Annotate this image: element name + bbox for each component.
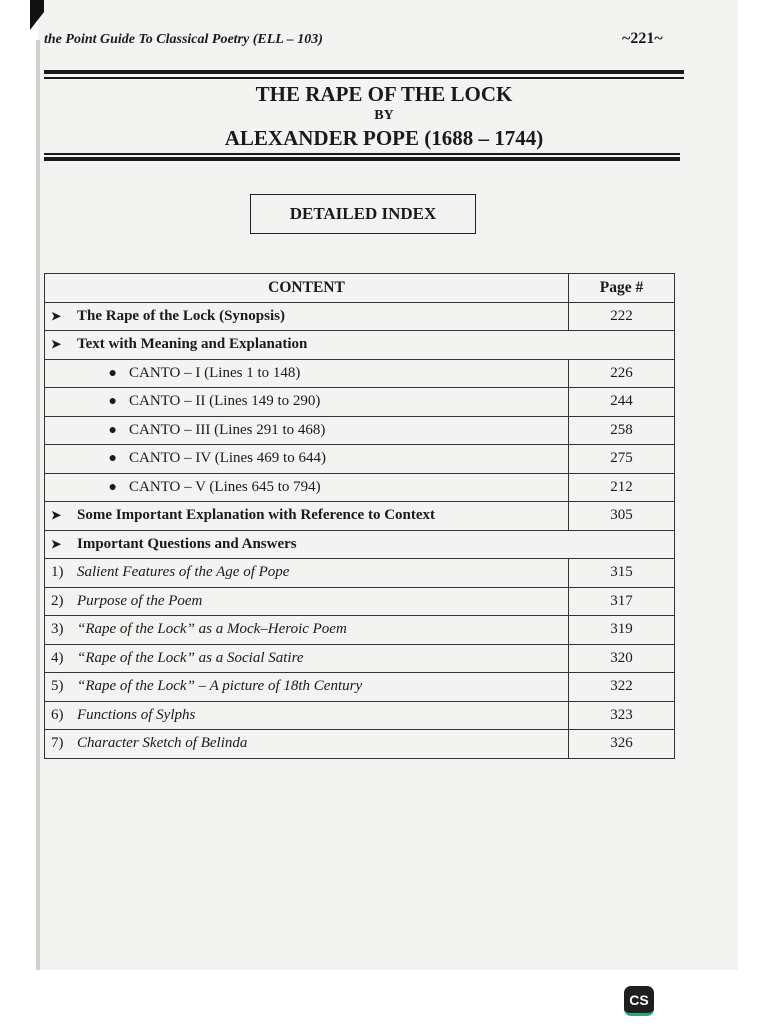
row-page-number: 222	[569, 302, 675, 331]
row-content	[45, 416, 569, 445]
row-content	[45, 644, 569, 673]
table-row	[45, 701, 675, 730]
row-content	[45, 616, 569, 645]
table-row	[45, 445, 675, 474]
row-label: Character Sketch of Belinda	[77, 735, 248, 752]
table-row	[45, 530, 675, 559]
page-edge-shadow	[36, 40, 40, 970]
item-number: 6)	[51, 706, 64, 723]
row-label: CANTO – II (Lines 149 to 290)	[129, 393, 321, 410]
item-number: 1)	[51, 564, 64, 581]
item-number: 3)	[51, 621, 64, 638]
table-row	[45, 331, 675, 360]
row-content	[45, 388, 569, 417]
item-number: 7)	[51, 735, 64, 752]
title-rule-thin	[44, 153, 680, 155]
table-row	[45, 616, 675, 645]
content-header: CONTENT	[45, 274, 569, 303]
table-row	[45, 473, 675, 502]
arrow-icon: ➤	[51, 508, 62, 523]
row-page-number: 212	[569, 473, 675, 502]
row-page-number: 320	[569, 644, 675, 673]
row-label: Some Important Explanation with Reference to Context	[77, 507, 436, 524]
table-row	[45, 730, 675, 759]
row-content	[45, 445, 569, 474]
arrow-icon: ➤	[51, 337, 62, 352]
table-row	[45, 587, 675, 616]
item-number: 2)	[51, 592, 64, 609]
row-page-number: 258	[569, 416, 675, 445]
row-label: Purpose of the Poem	[77, 592, 203, 609]
row-page-number: 326	[569, 730, 675, 759]
row-page-number: 315	[569, 559, 675, 588]
detailed-index-box: DETAILED INDEX	[250, 194, 476, 234]
row-label: Salient Features of the Age of Pope	[77, 564, 290, 581]
item-number: 4)	[51, 649, 64, 666]
row-label: CANTO – IV (Lines 469 to 644)	[129, 450, 326, 467]
table-row	[45, 416, 675, 445]
table-row	[45, 644, 675, 673]
page-number: ~221~	[622, 30, 663, 47]
table-row	[45, 359, 675, 388]
row-label: CANTO – V (Lines 645 to 794)	[129, 478, 321, 495]
item-number: 5)	[51, 678, 64, 695]
row-content	[45, 559, 569, 588]
row-content	[45, 331, 675, 360]
page-header: Page #	[569, 274, 675, 303]
row-content	[45, 730, 569, 759]
arrow-icon: ➤	[51, 536, 62, 551]
book-title: THE RAPE OF THE LOCK	[255, 82, 513, 106]
row-content	[45, 302, 569, 331]
row-label: “Rape of the Lock” as a Mock–Heroic Poem	[77, 621, 347, 638]
table-row	[45, 673, 675, 702]
row-page-number: 226	[569, 359, 675, 388]
row-label: “Rape of the Lock” as a Social Satire	[77, 649, 304, 666]
row-content	[45, 701, 569, 730]
header-rule-thick	[44, 70, 684, 74]
row-content	[45, 502, 569, 531]
row-page-number: 323	[569, 701, 675, 730]
row-label: Text with Meaning and Explanation	[77, 336, 308, 353]
title-by: BY	[374, 108, 394, 123]
header-rule-thin	[44, 77, 684, 79]
row-label: CANTO – III (Lines 291 to 468)	[129, 421, 326, 438]
running-head: the Point Guide To Classical Poetry (ELL – 103)	[44, 32, 323, 47]
table-header-row	[45, 274, 675, 303]
row-content	[45, 359, 569, 388]
table-row	[45, 502, 675, 531]
table-row	[45, 388, 675, 417]
camscanner-logo: CS	[624, 986, 654, 1016]
bullet-icon: ●	[108, 451, 117, 467]
bullet-icon: ●	[108, 365, 117, 381]
author-line: ALEXANDER POPE (1688 – 1744)	[224, 126, 544, 150]
row-content	[45, 473, 569, 502]
table-row	[45, 302, 675, 331]
bullet-icon: ●	[108, 479, 117, 495]
row-label: The Rape of the Lock (Synopsis)	[77, 307, 285, 324]
title-rule-thick	[44, 157, 680, 161]
index-table	[44, 273, 675, 759]
row-page-number: 317	[569, 587, 675, 616]
row-page-number: 319	[569, 616, 675, 645]
row-content	[45, 587, 569, 616]
row-page-number: 305	[569, 502, 675, 531]
arrow-icon: ➤	[51, 308, 62, 323]
row-label: Functions of Sylphs	[77, 706, 196, 723]
bullet-icon: ●	[108, 422, 117, 438]
row-label: Important Questions and Answers	[77, 535, 297, 552]
row-content	[45, 673, 569, 702]
row-content	[45, 530, 675, 559]
row-page-number: 275	[569, 445, 675, 474]
row-page-number: 244	[569, 388, 675, 417]
row-label: CANTO – I (Lines 1 to 148)	[129, 364, 301, 381]
row-page-number: 322	[569, 673, 675, 702]
row-label: “Rape of the Lock” – A picture of 18th Century	[77, 678, 363, 695]
bullet-icon: ●	[108, 394, 117, 410]
table-row	[45, 559, 675, 588]
